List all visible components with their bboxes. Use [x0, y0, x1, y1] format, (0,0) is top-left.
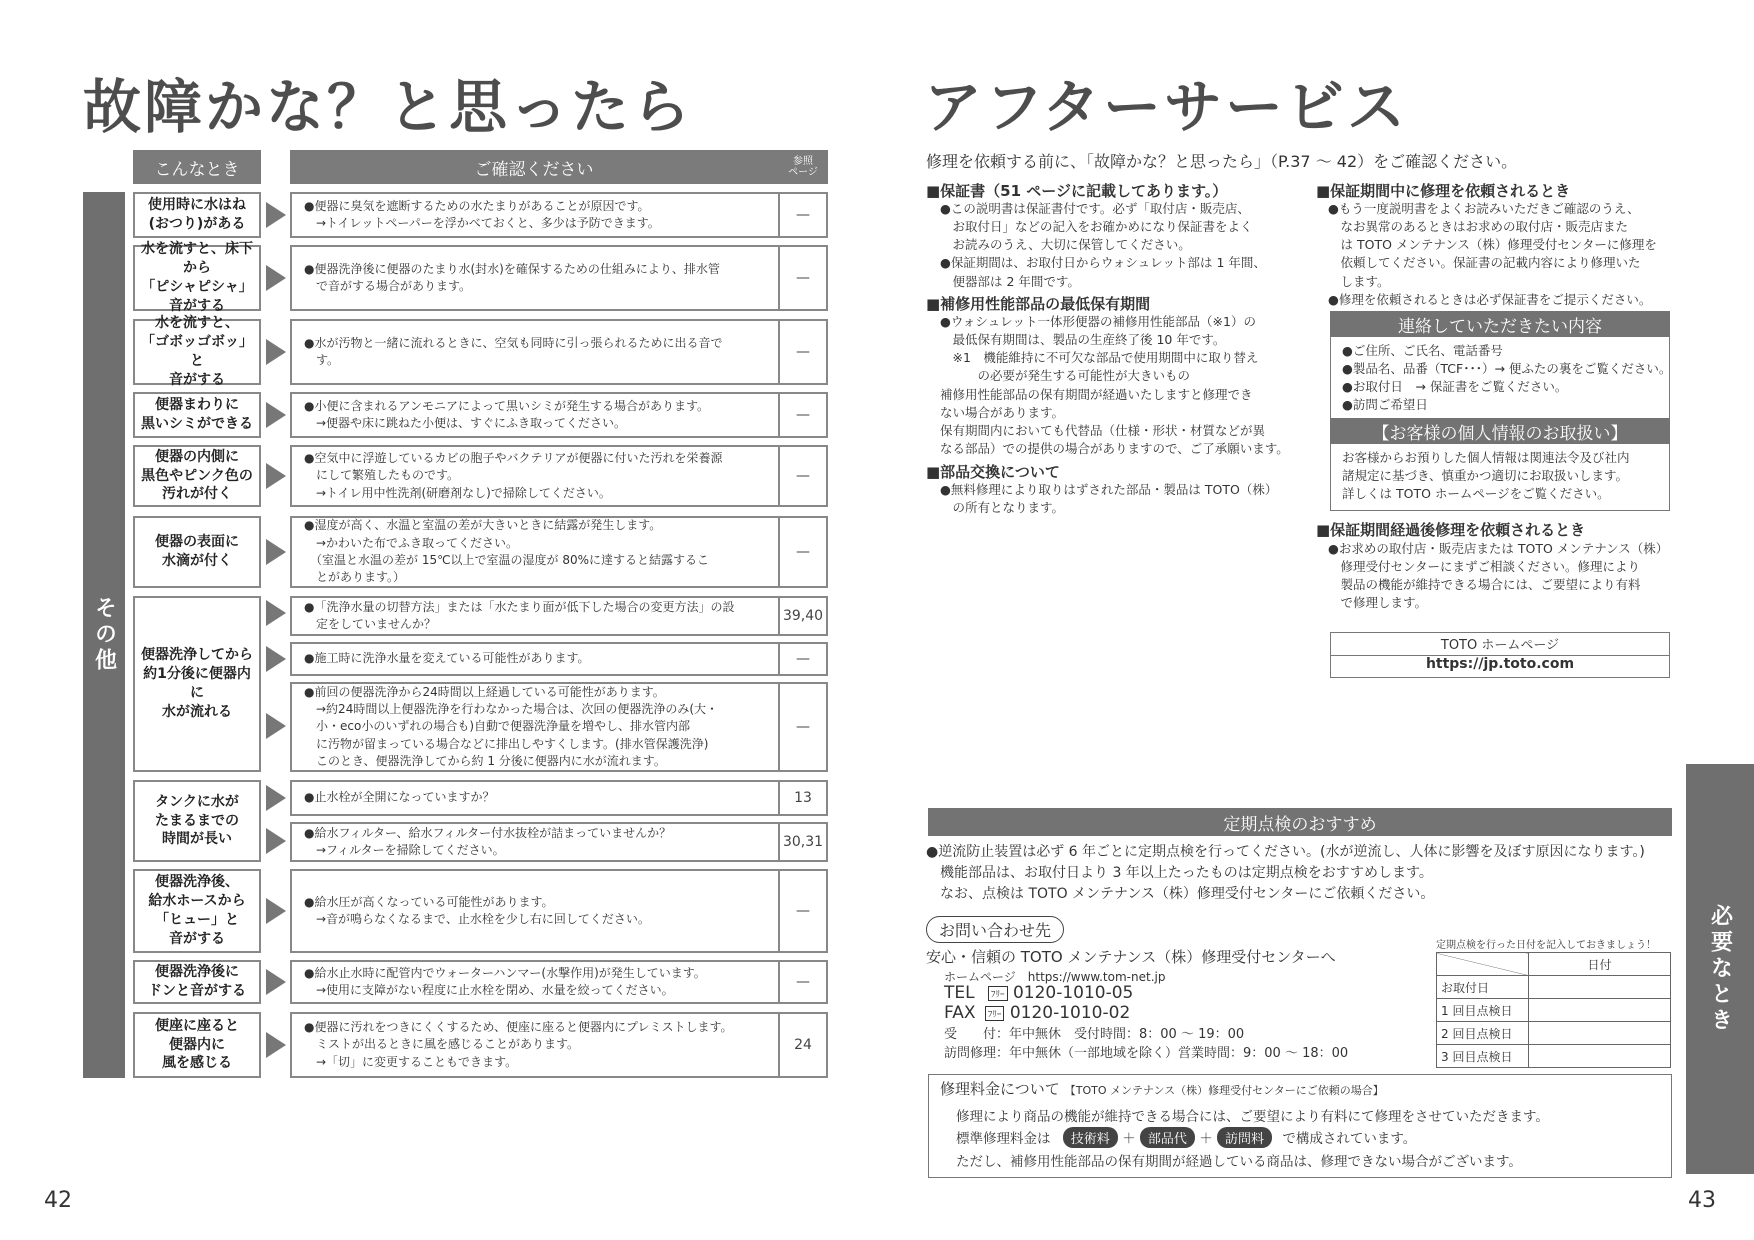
arrow-icon	[266, 202, 286, 228]
situation-cell: 水を流すと、 「ゴボッゴボッ」と 音がする	[133, 319, 261, 385]
situation-cell: 便座に座ると 便器内に 風を感じる	[133, 1012, 261, 1078]
fee-heading: 修理料金について	[940, 1080, 1060, 1098]
fee-line2	[956, 1127, 1416, 1148]
check-cell: ●前回の便器洗浄から24時間以上経過している可能性があります。 →約24時間以上便器洗浄を行わなかった場合は、次回の便器洗浄のみ(大・ 小・eco小のいずれの場合も)自動で便器洗浄量を増やし、排水管内部 に汚物が留まっている場合などに排出しやすくします。(排水管保護洗浄) このとき、便器洗浄してから約 1 分後に便器内に水が流れます。	[290, 682, 778, 772]
arrow-icon	[266, 402, 286, 428]
header-ref: 参照 ページ	[778, 150, 828, 184]
ref-cell: —	[778, 960, 828, 1004]
arrow-icon	[266, 339, 286, 365]
arrow-icon	[266, 828, 286, 854]
fee-line2-post: で構成されています。	[1282, 1131, 1417, 1147]
fee-plus: ＋	[1122, 1131, 1136, 1147]
inquiry-label: お問い合わせ先	[926, 916, 1064, 943]
check-cell: ●空気中に浮遊しているカビの胞子やバクテリアが便器に付いた汚れを栄養源 にして繁殖したものです。 →トイレ用中性洗剤(研磨剤なし)で掃除してください。	[290, 445, 778, 507]
inspection-body: ●逆流防止装置は必ず 6 年ごとに定期点検を行ってください。(水が逆流し、人体に影響を及ぼす原因になります。) 機能部品は、お取付日より 3 年以上たったものは定期点検をおすすめします。 なお、点検は TOTO メンテナンス（株）修理受付センターにご依頼ください。	[926, 844, 1645, 902]
free-dial-icon: ﾌﾘｰ	[985, 1006, 1005, 1021]
date-table	[1436, 952, 1671, 1068]
date-row-label: 1 回目点検日	[1437, 999, 1529, 1022]
intro-text: 修理を依頼する前に、「故障かな？と思ったら」（P.37 ～ 42）をご確認ください。	[926, 152, 1518, 171]
ref-cell: —	[778, 516, 828, 588]
parts-body: ●ウォシュレット一体形便器の補修用性能部品（※1）の 最低保有期間は、製品の生産終了後 10 年です。 ※1 機能維持に不可欠な部品で使用期間中に取り替え の必要が発生する可能性が大きいもの 補修用性能部品の保有期間が経過いたしますと修理でき ない場合があります。 保有期間内においても代替品（仕様・形状・材質などが異 なる部品）での提供の場合がありますので、ご了承願います。	[940, 314, 1289, 456]
ref-cell: —	[778, 192, 828, 238]
warranty-body: ●この説明書は保証書付です。必ず「取付店・販売店、 お取付日」などの記入をお確かめになり保証書をよく お読みのうえ、大切に保管してください。 ●保証期間は、お取付日からウォシュレット部は 1 年間、 便器部は 2 年間です。	[940, 201, 1266, 289]
check-cell: ●給水圧が高くなっている可能性があります。 →音が鳴らなくなるまで、止水栓を少し右に回してください。	[290, 869, 778, 953]
ref-cell: —	[778, 445, 828, 507]
situation-cell: 使用時に水はね (おつり)がある	[133, 192, 261, 238]
page-number-left: 42	[44, 1188, 72, 1213]
in-warranty-heading: ■保証期間中に修理を依頼されるとき	[1316, 182, 1571, 200]
privacy-box-heading: 【お客様の個人情報のお取扱い】	[1330, 418, 1670, 444]
ref-cell: —	[778, 245, 828, 311]
arrow-icon	[266, 463, 286, 489]
fee-tech-pill: 技術料	[1063, 1127, 1118, 1148]
page-title-left: 故障かな？と思ったら	[83, 73, 694, 141]
check-cell: ●給水フィルター、給水フィルター付水抜栓が詰まっていませんか？ →フィルターを掃除してください。	[290, 822, 778, 862]
section-tab-necessary: 必要なとき	[1686, 764, 1754, 1174]
date-row-label: 2 回目点検日	[1437, 1022, 1529, 1045]
check-cell: ●給水止水時に配管内でウォーターハンマー(水撃作用)が発生しています。 →使用に支障がない程度に止水栓を閉め、水量を絞ってください。	[290, 960, 778, 1004]
in-warranty-body: ●もう一度説明書をよくお読みいただきご確認のうえ、 なお異常のあるときはお求めの取付店・販売店また は TOTO メンテナンス（株）修理受付センターに修理を 依頼してください。保証書の記載内容により修理いた します。 ●修理を依頼されるときは必ず保証書をご提示ください。	[1328, 201, 1657, 307]
ref-cell: —	[778, 319, 828, 385]
situation-cell: 便器洗浄後、 給水ホースから 「ヒュー」と 音がする	[133, 869, 261, 953]
situation-cell: 便器の内側に 黒色やピンク色の 汚れが付く	[133, 445, 261, 507]
ref-cell: 24	[778, 1012, 828, 1078]
fee-heading-row	[940, 1078, 1384, 1099]
arrow-icon	[266, 646, 286, 672]
ref-cell: —	[778, 642, 828, 676]
free-dial-icon: ﾌﾘｰ	[988, 986, 1008, 1001]
situation-cell: 水を流すと、床下から 「ピシャピシャ」 音がする	[133, 245, 261, 311]
arrow-icon	[266, 265, 286, 291]
ref-cell: 39,40	[778, 596, 828, 636]
tel-row	[944, 983, 1133, 1003]
page-title-right: アフターサービス	[924, 73, 1408, 141]
check-cell: ●便器に汚れをつきにくくするため、便座に座ると便器内にプレミストします。 ミストが出るときに風を感じることがあります。 →「切」に変更することもできます。	[290, 1012, 778, 1078]
homepage-label: TOTO ホームページ	[1330, 634, 1670, 656]
fee-heading-note: 【TOTO メンテナンス（株）修理受付センターにご依頼の場合】	[1064, 1084, 1384, 1097]
situation-cell: 便器洗浄後に ドンと音がする	[133, 960, 261, 1004]
fee-plus: ＋	[1199, 1131, 1213, 1147]
after-warranty-body: ●お求めの取付店・販売店または TOTO メンテナンス（株） 修理受付センターにまずご相談ください。修理により 製品の機能が維持できる場合には、ご要望により有料 で修理します。	[1328, 541, 1669, 611]
arrow-icon	[266, 1032, 286, 1058]
situation-cell: 便器まわりに 黒いシミができる	[133, 392, 261, 438]
after-warranty-heading: ■保証期間経過後修理を依頼されるとき	[1316, 521, 1586, 539]
tel-number[interactable]: 0120-1010-05	[1012, 983, 1134, 1003]
date-cell[interactable]	[1529, 976, 1671, 999]
visit-hours: 訪問修理：年中無休（一部地域を除く）営業時間：9：00 ～ 18：00	[944, 1046, 1349, 1061]
arrow-icon	[266, 898, 286, 924]
arrow-icon	[266, 539, 286, 565]
fee-line3: ただし、補修用性能部品の保有期間が経過している商品は、修理できない場合がございます。	[956, 1154, 1522, 1170]
ref-cell: —	[778, 682, 828, 772]
fee-line2-pre: 標準修理料金は	[956, 1131, 1051, 1147]
homepage-url[interactable]: https://jp.toto.com	[1425, 656, 1575, 672]
inquiry-homepage[interactable]: ホームページ https://www.tom-net.jp	[944, 970, 1166, 984]
reception-hours: 受 付：年中無休 受付時間：8：00 ～ 19：00	[944, 1027, 1245, 1042]
fee-line1: 修理により商品の機能が維持できる場合には、ご要望により有料にて修理をさせていただきます。	[956, 1109, 1549, 1125]
side-label-other: その他	[83, 192, 125, 1078]
inquiry-company: 安心・信頼の TOTO メンテナンス（株）修理受付センターへ	[926, 948, 1336, 966]
fax-row	[944, 1003, 1130, 1023]
fax-label: FAX	[944, 1003, 976, 1023]
inspection-heading: 定期点検のおすすめ	[928, 808, 1672, 836]
ref-cell: 13	[778, 780, 828, 816]
contact-box-body: ●ご住所、ご氏名、電話番号 ●製品名、品番（TCF･･･）→ 便ふたの裏をご覧ください。 ●お取付日 → 保証書をご覧ください。 ●訪問ご希望日	[1342, 343, 1672, 413]
check-cell: ●便器に臭気を遮断するための水たまりがあることが原因です。 →トイレットペーパーを浮かべておくと、多少は予防できます。	[290, 192, 778, 238]
situation-cell: 便器洗浄してから 約1分後に便器内に 水が流れる	[133, 596, 261, 772]
arrow-icon	[266, 785, 286, 811]
date-cell[interactable]	[1529, 999, 1671, 1022]
exchange-body: ●無料修理により取りはずされた部品・製品は TOTO（株） の所有となります。	[940, 482, 1278, 516]
date-row-label: お取付日	[1437, 976, 1529, 999]
date-col-header: 日付	[1529, 953, 1671, 976]
check-cell: ●湿度が高く、水温と室温の差が大きいときに結露が発生します。 →かわいた布でふき取ってください。 （室温と水温の差が 15℃以上で室温の湿度が 80%に達すると結露するこ とがあります。）	[290, 516, 778, 588]
contact-box-heading: 連絡していただきたい内容	[1330, 311, 1670, 337]
fee-visit-pill: 訪問料	[1217, 1127, 1272, 1148]
exchange-heading: ■部品交換について	[926, 463, 1060, 481]
header-check: ご確認ください	[290, 150, 778, 184]
date-cell[interactable]	[1529, 1045, 1671, 1068]
page-number-right: 43	[1688, 1188, 1716, 1213]
situation-cell: 便器の表面に 水滴が付く	[133, 516, 261, 588]
check-cell: ●便器洗浄後に便器のたまり水(封水)を確保するための仕組みにより、排水管 で音がする場合があります。	[290, 245, 778, 311]
check-cell: ●止水栓が全開になっていますか？	[290, 780, 778, 816]
header-situation: こんなとき	[133, 150, 261, 184]
arrow-icon	[266, 713, 286, 739]
tel-label: TEL	[944, 983, 975, 1003]
date-row-label: 3 回目点検日	[1437, 1045, 1529, 1068]
warranty-heading: ■保証書（51 ページに記載してあります。）	[926, 182, 1228, 200]
date-cell[interactable]	[1529, 1022, 1671, 1045]
ref-cell: —	[778, 392, 828, 438]
privacy-box-body: お客様からお預りした個人情報は関連法令及び社内 諸規定に基づき、慎重かつ適切にお取扱いします。 詳しくは TOTO ホームページをご覧ください。	[1342, 450, 1630, 502]
arrow-icon	[266, 969, 286, 995]
check-cell: ●水が汚物と一緒に流れるときに、空気も同時に引っ張られるために出る音で す。	[290, 319, 778, 385]
ref-cell: 30,31	[778, 822, 828, 862]
check-cell: ●小便に含まれるアンモニアによって黒いシミが発生する場合があります。 →便器や床に跳ねた小便は、すぐにふき取ってください。	[290, 392, 778, 438]
situation-cell: タンクに水が たまるまでの 時間が長い	[133, 780, 261, 862]
fax-number: 0120-1010-02	[1009, 1003, 1131, 1023]
parts-heading: ■補修用性能部品の最低保有期間	[926, 295, 1151, 313]
check-cell: ●「洗浄水量の切替方法」または「水たまり面が低下した場合の変更方法」の設 定をしていませんか？	[290, 596, 778, 636]
fee-parts-pill: 部品代	[1140, 1127, 1195, 1148]
arrow-icon	[266, 600, 286, 626]
check-cell: ●施工時に洗浄水量を変えている可能性があります。	[290, 642, 778, 676]
date-table-caption: 定期点検を行った日付を記入しておきましょう！	[1436, 940, 1656, 951]
ref-cell: —	[778, 869, 828, 953]
